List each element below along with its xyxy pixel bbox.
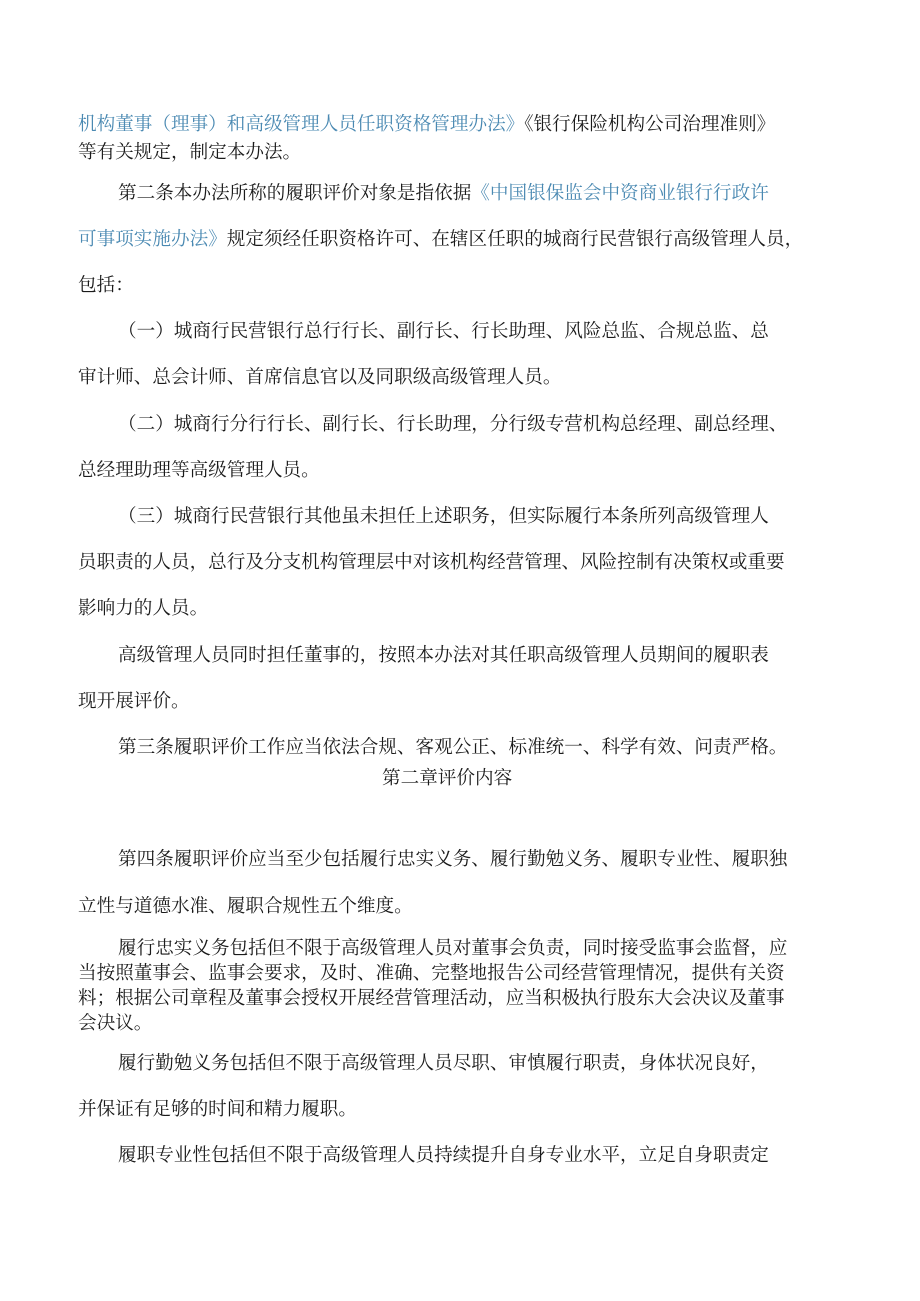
text-line-25 xyxy=(118,1143,769,1169)
text-line-12 xyxy=(78,596,208,622)
text-line-5 xyxy=(78,273,134,299)
text-segment: （二）城商行分行行长、副行长、行长助理，分行级专营机构总经理、副总经理、 xyxy=(118,414,788,435)
text-segment: 第四条履职评价应当至少包括履行忠实义务、履行勤勉义务、履职专业性、履职独 xyxy=(118,849,788,870)
text-line-15 xyxy=(118,735,787,761)
text-segment: 影响力的人员。 xyxy=(78,598,209,619)
text-line-8 xyxy=(118,412,787,438)
text-segment: 审计师、总会计师、首席信息官以及同职级高级管理人员。 xyxy=(78,367,562,388)
text-segment: 现开展评价。 xyxy=(78,691,190,712)
text-segment: 第二条本办法所称的履职评价对象是指依据 xyxy=(118,183,472,204)
text-segment: 高级管理人员同时担任董事的，按照本办法对其任职高级管理人员期间的履职表 xyxy=(118,645,769,666)
text-line-24 xyxy=(78,1097,357,1123)
text-segment: 立性与道德水准、履职合规性五个维度。 xyxy=(78,896,413,917)
text-line-9 xyxy=(78,458,320,484)
text-line-6 xyxy=(118,319,769,345)
text-segment: 履行忠实义务包括但不限于高级管理人员对董事会负责，同时接受监事会监督，应 xyxy=(118,938,788,959)
text-line-19 xyxy=(118,936,787,962)
text-line-4 xyxy=(78,227,803,253)
text-line-3 xyxy=(118,181,769,207)
text-segment: 等有关规定，制定本办法。 xyxy=(78,142,302,163)
text-segment: 总经理助理等高级管理人员。 xyxy=(78,460,320,481)
regulation-link[interactable]: 机构董事（理事）和高级管理人员任职资格管理办法》 xyxy=(78,114,525,135)
text-segment: 规定须经任职资格许可、在辖区任职的城商行民营银行高级管理人员， xyxy=(226,229,804,250)
text-line-18 xyxy=(78,894,413,920)
text-segment: 履行勤勉义务包括但不限于高级管理人员尽职、审慎履行职责，身体状况良好， xyxy=(118,1053,769,1074)
text-line-14 xyxy=(78,689,190,715)
text-segment: 《银行保险机构公司治理准则》 xyxy=(524,114,776,135)
text-segment: （一）城商行民营银行总行行长、副行长、行长助理、风险总监、合规总监、总 xyxy=(118,321,769,342)
text-line-1 xyxy=(78,112,775,138)
text-line-23 xyxy=(118,1051,769,1077)
text-segment: 料；根据公司章程及董事会授权开展经营管理活动，应当积极执行股东大会决议及董事 xyxy=(78,988,785,1009)
text-segment: 履职专业性包括但不限于高级管理人员持续提升自身专业水平，立足自身职责定 xyxy=(118,1145,769,1166)
text-line-13 xyxy=(118,643,769,669)
text-segment: 并保证有足够的时间和精力履职。 xyxy=(78,1099,357,1120)
text-line-17 xyxy=(118,847,787,873)
text-line-20 xyxy=(78,961,785,987)
text-segment: 会决议。 xyxy=(78,1013,153,1034)
text-line-22 xyxy=(78,1011,152,1037)
text-segment: （三）城商行民营银行其他虽未担任上述职务，但实际履行本条所列高级管理人 xyxy=(118,506,769,527)
text-line-21 xyxy=(78,986,785,1012)
regulation-link[interactable]: 可事项实施办法》 xyxy=(78,229,227,250)
text-segment: 包括： xyxy=(78,275,134,296)
chapter-heading xyxy=(382,766,512,792)
text-segment: 第二章评价内容 xyxy=(382,768,513,789)
text-line-11 xyxy=(78,550,785,576)
regulation-link[interactable]: 《中国银保监会中资商业银行行政许 xyxy=(471,183,769,204)
text-line-7 xyxy=(78,365,561,391)
text-line-2 xyxy=(78,140,301,166)
text-segment: 当按照董事会、监事会要求，及时、准确、完整地报告公司经营管理情况，提供有关资 xyxy=(78,963,785,984)
text-line-10 xyxy=(118,504,769,530)
text-segment: 第三条履职评价工作应当依法合规、客观公正、标准统一、科学有效、问责严格。 xyxy=(118,737,788,758)
text-segment: 员职责的人员，总行及分支机构管理层中对该机构经营管理、风险控制有决策权或重要 xyxy=(78,552,785,573)
